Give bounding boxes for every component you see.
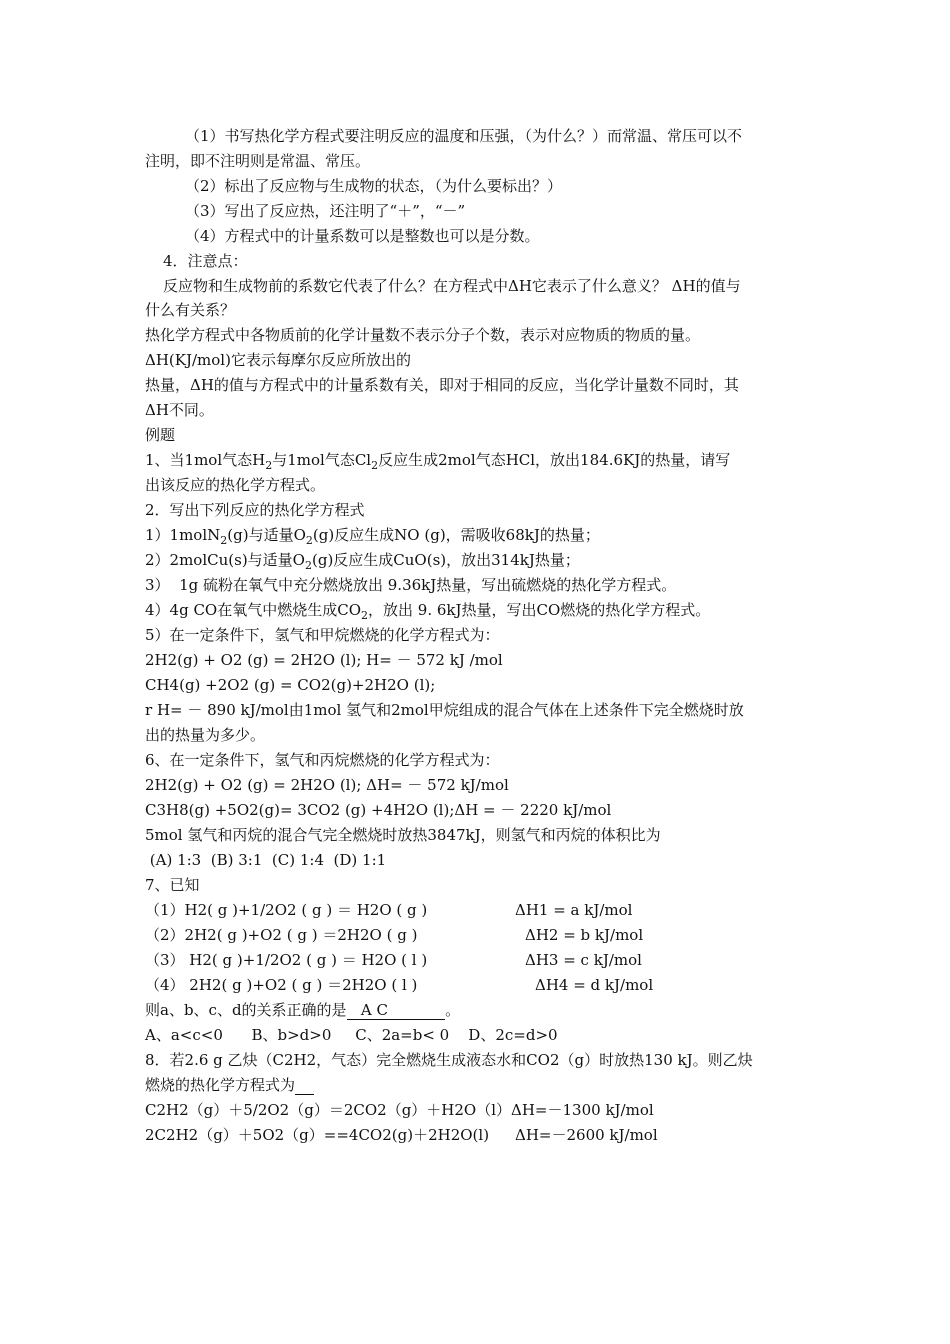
enthalpy-value: ΔH4 = d kJ/mol [535,976,654,994]
text-line: 则a、b、c、d的关系正确的是 A C 。 [145,1001,461,1019]
answer-blank: A C [346,1001,446,1019]
options-line: (A) 1:3 (B) 3:1 (C) 1:4 (D) 1:1 [145,851,387,869]
enthalpy-value: ΔH=－2600 kJ/mol [515,1126,658,1144]
equation-line: 2C2H2（g）＋5O2（g）==4CO2(g)＋2H2O(l) [145,1126,490,1144]
equation-line: （3） H2( g )+1/2O2 ( g ) ＝ H2O ( l ) [145,951,428,969]
section-heading: 2．写出下列反应的热化学方程式 [145,501,365,519]
text-line: r H= － 890 kJ/mol由1mol 氢气和2mol甲烷组成的混合气体在上述条件下完全燃烧时放 [145,701,744,719]
equation-line: CH4(g) +2O2 (g) = CO2(g)+2H2O (l); [145,676,436,694]
text-line: ΔH(KJ/mol)它表示每摩尔反应所放出的 [145,351,411,369]
text-line: 8．若2.6 g 乙炔（C2H2，气态）完全燃烧生成液态水和CO2（g）时放热130 kJ。则乙炔 [145,1051,753,1069]
text-line: （3）写出了反应热，还注明了“＋”，“－” [185,202,466,220]
enthalpy-value: ΔH3 = c kJ/mol [525,951,642,969]
text-line: 5）在一定条件下，氢气和甲烷燃烧的化学方程式为： [145,626,500,644]
equation-line: C2H2（g）＋5/2O2（g）＝2CO2（g）＋H2O（l）ΔH=－1300 kJ/mol [145,1101,654,1119]
enthalpy-value: ΔH2 = b kJ/mol [525,926,644,944]
equation-line: 2H2(g) + O2 (g) = 2H2O (l); H= － 572 kJ /mol [145,651,503,669]
text-line: 燃烧的热化学方程式为 [145,1075,314,1095]
equation-line: 2H2(g) + O2 (g) = 2H2O (l); ΔH= － 572 kJ/mol [145,776,509,794]
text-line: （4）方程式中的计量系数可以是整数也可以是分数。 [185,227,540,245]
text-line: 出的热量为多少。 [145,726,266,744]
text-line: 什么有关系？ [145,301,236,319]
equation-line: （4） 2H2( g )+O2 ( g ) ＝2H2O ( l ) [145,976,418,994]
text-line: ΔH不同。 [145,401,214,419]
text-line: 热化学方程式中各物质前的化学计量数不表示分子个数，表示对应物质的物质的量。 [145,326,701,344]
text-line: 出该反应的热化学方程式。 [145,476,326,494]
text-line: 3） 1g 硫粉在氧气中充分燃烧放出 9.36kJ热量，写出硫燃烧的热化学方程式。 [145,576,677,594]
text-line: 5mol 氢气和丙烷的混合气完全燃烧时放热3847kJ，则氢气和丙烷的体积比为 [145,826,661,844]
text-line: 6、在一定条件下，氢气和丙烷燃烧的化学方程式为： [145,751,500,769]
section-heading: 例题 [145,426,176,444]
section-heading: 4．注意点： [163,252,248,270]
text-line: 4）4g CO在氧气中燃烧生成$CO_2$，放出 9. 6kJ热量，写出CO燃烧的热化学方程式。 [145,601,711,622]
text-line: （1）书写热化学方程式要注明反应的温度和压强，（为什么？）而常温、常压可以不 [185,127,743,145]
equation-line: （1）H2( g )+1/2O2 ( g ) ＝ H2O ( g ) [145,901,428,919]
text-line: （2）标出了反应物与生成物的状态，（为什么要标出？） [185,177,563,195]
text-line: 热量，ΔH的值与方程式中的计量系数有关，即对于相同的反应，当化学计量数不同时，其 [145,376,739,394]
answer-blank [295,1076,314,1095]
text-line: 反应物和生成物前的系数它代表了什么？在方程式中ΔH它表示了什么意义？ ΔH的值与 [163,277,741,295]
enthalpy-value: ΔH1 = a kJ/mol [515,901,633,919]
text-line: 注明，即不注明则是常温、常压。 [145,152,371,170]
text-line: 7、已知 [145,876,200,894]
text-line: 1）1molN$_2$(g)与适量$O_2(g)$反应生成NO (g)，需吸收68kJ的热量； [145,526,600,547]
equation-line: C3H8(g) +5O2(g)= 3CO2 (g) +4H2O (l);ΔH = － 2220 kJ/mol [145,801,612,819]
options-line: A、a<c<0 B、b>d>0 C、2a=b< 0 D、2c=d>0 [145,1026,558,1044]
text-line: 2）2molCu(s)与适量$O_2(g)$反应生成CuO(s)，放出314kJ热量； [145,551,580,572]
equation-line: （2）2H2( g )+O2 ( g ) ＝2H2O ( g ) [145,926,418,944]
text-line: 1、当1mol气态$H_2$与1mol气态$Cl_2$反应生成2mol气态HCl，放出184.6KJ的热量，请写 [145,451,731,472]
